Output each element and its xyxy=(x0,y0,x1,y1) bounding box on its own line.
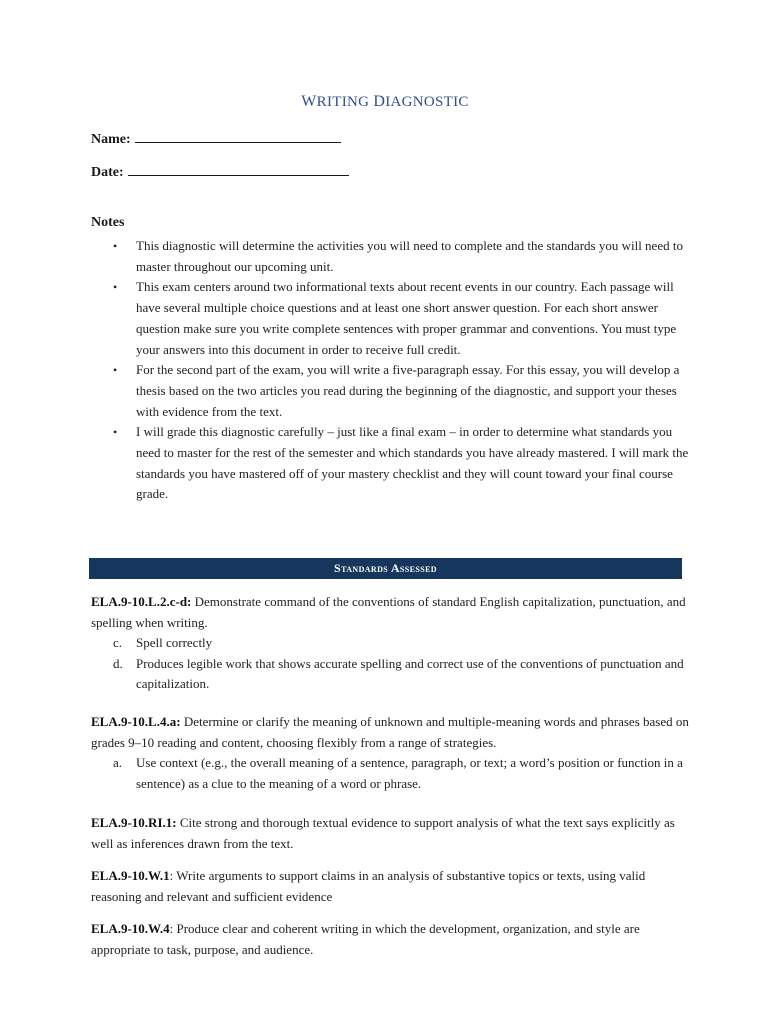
title-initial-2: D xyxy=(373,93,386,110)
notes-item xyxy=(91,422,691,505)
standard-code: ELA.9-10.W.1 xyxy=(91,868,170,883)
subitem-marker: d. xyxy=(113,655,123,671)
bullet-icon: • xyxy=(113,363,118,378)
standard-block xyxy=(91,712,691,794)
bullet-icon: • xyxy=(113,425,118,440)
standard-text: Determine or clarify the meaning of unknown and multiple-meaning words and phrases based on grades 9–10 reading and content, choosing flexibly from a range of strategies. xyxy=(91,714,689,750)
standard-text: Cite strong and thorough textual evidence to support analysis of what the text says explicitly as well as inferences drawn from the text. xyxy=(91,815,675,851)
subitem-text: Use context (e.g., the overall meaning of a sentence, paragraph, or text; a word’s position or function in a sentence) as a clue to the meaning of a word or phrase. xyxy=(136,755,683,791)
standard-block xyxy=(91,866,691,907)
standard-code: ELA.9-10.RI.1: xyxy=(91,815,177,830)
date-field xyxy=(91,163,349,181)
title-initial-1: W xyxy=(301,93,317,110)
standard-text: : Write arguments to support claims in an analysis of substantive topics or texts, using valid reasoning and relevant and sufficient evidence xyxy=(91,868,646,904)
subitem-text: Produces legible work that shows accurate spelling and correct use of the conventions of punctuation and capitalization. xyxy=(136,655,684,691)
date-label: Date: xyxy=(91,165,124,180)
notes-item xyxy=(91,360,691,422)
notes-item-text: I will grade this diagnostic carefully – just like a final exam – in order to determine what standards you need to master for the rest of the semester and which standards you have already mastered. I will mark the standards you have mastered off of your mastery checklist and they will count toward your final course grade. xyxy=(136,424,689,502)
standard-code: ELA.9-10.L.4.a: xyxy=(91,714,181,729)
standard-subitem xyxy=(91,753,691,794)
standard-subitem xyxy=(91,654,691,695)
subitem-text: Spell correctly xyxy=(136,635,213,650)
notes-item-text: For the second part of the exam, you will write a five-paragraph essay. For this essay, you will develop a thesis based on the two articles you read during the beginning of the diagnostic, and support your theses with evidence from the text. xyxy=(136,362,680,419)
notes-item xyxy=(91,236,691,277)
bullet-icon: • xyxy=(113,239,118,253)
standard-block xyxy=(91,592,691,695)
standard-subitem xyxy=(91,633,691,654)
notes-item-text: This diagnostic will determine the activities you will need to complete and the standards you will need to master throughout our upcoming unit. xyxy=(136,238,683,274)
standard-text: Demonstrate command of the conventions of standard English capitalization, punctuation, and spelling when writing. xyxy=(91,594,686,630)
notes-heading: Notes xyxy=(91,215,125,230)
name-blank-line[interactable] xyxy=(135,130,341,143)
name-label: Name: xyxy=(91,132,131,147)
title-part-1: RITING xyxy=(316,94,374,110)
notes-list xyxy=(91,236,691,505)
standard-text: : Produce clear and coherent writing in which the development, organization, and style are appropriate to task, purpose, and audience. xyxy=(91,921,640,957)
standards-heading-band: Standards Assessed xyxy=(89,558,682,579)
date-blank-line[interactable] xyxy=(128,163,349,176)
name-field xyxy=(91,130,341,148)
notes-item-text: This exam centers around two informational texts about recent events in our country. Each passage will have several multiple choice questions and at least one short answer question. For each short answer question make sure you write complete sentences with proper grammar and conventions. You must type your answers into this document in order to receive full credit. xyxy=(136,279,677,357)
standard-block xyxy=(91,919,691,960)
standard-code: ELA.9-10.W.4 xyxy=(91,921,170,936)
notes-item xyxy=(91,277,691,360)
title-part-2: IAGNOSTIC xyxy=(385,94,469,110)
bullet-icon: • xyxy=(113,280,118,295)
subitem-marker: a. xyxy=(113,755,123,770)
standard-block xyxy=(91,813,691,854)
subitem-marker: c. xyxy=(113,635,123,650)
standard-code: ELA.9-10.L.2.c-d: xyxy=(91,594,192,609)
page-title xyxy=(0,93,770,111)
